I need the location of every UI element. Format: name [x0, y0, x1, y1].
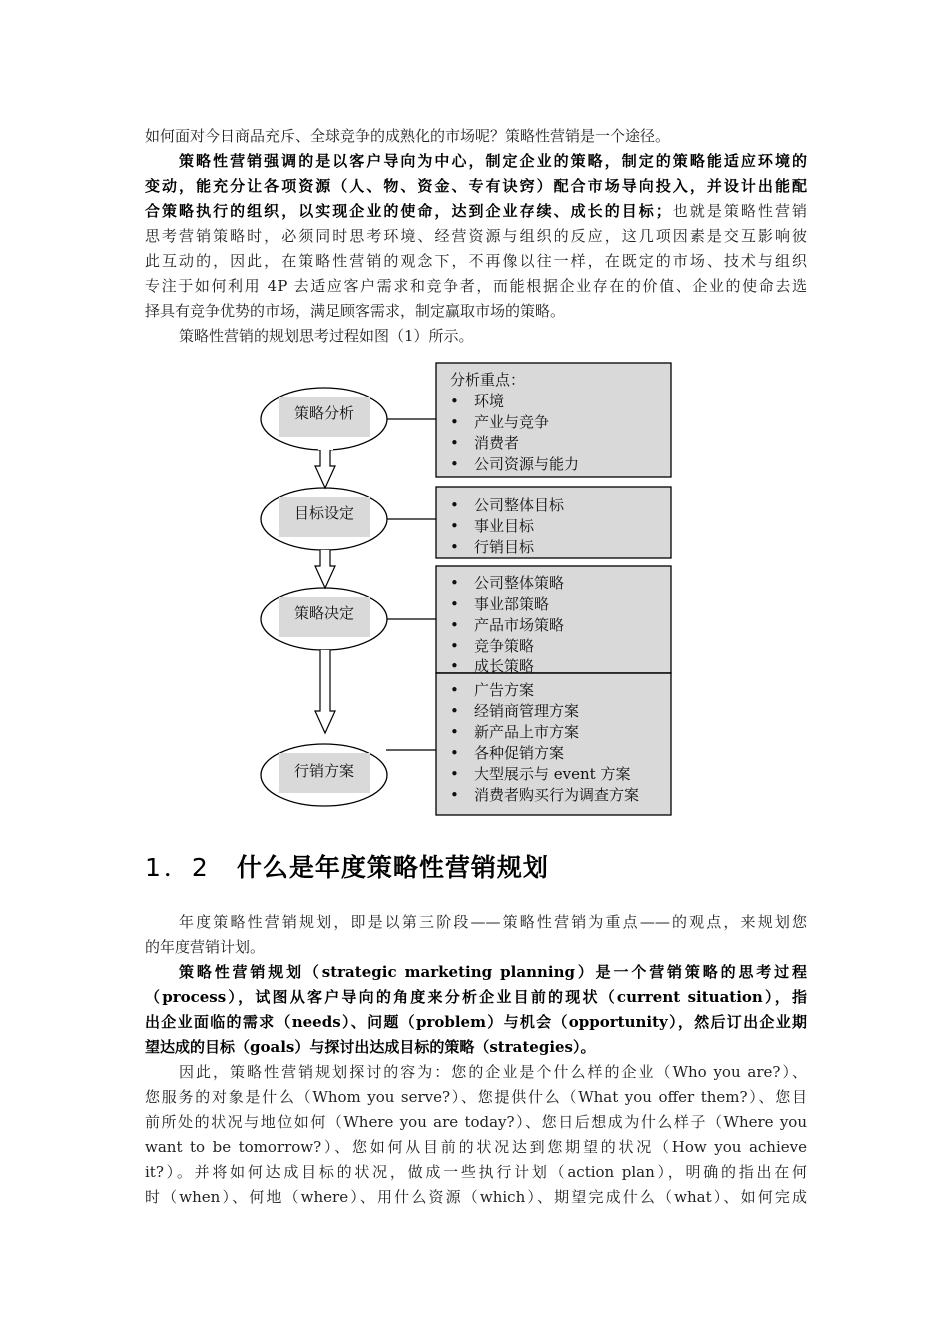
- stage-goals: [261, 488, 387, 550]
- stage-label: 策略决定: [293, 604, 355, 622]
- text-line: 因此，策略性营销规划探讨的容为：您的企业是个什么样的企业（Who you are?）、: [179, 1063, 807, 1081]
- section-number: 1．2: [145, 853, 211, 882]
- box-item: 行销目标: [474, 538, 535, 556]
- box-item: 大型展示与 event 方案: [474, 765, 631, 783]
- bullet: •: [450, 657, 459, 675]
- section-heading: [145, 848, 549, 884]
- box-item: 各种促销方案: [474, 744, 565, 762]
- box-item: 广告方案: [474, 681, 535, 699]
- box-item: 竞争策略: [474, 637, 535, 655]
- bold-segment: 合策略执行的组织，以实现企业的使命，达到企业存续、成长的目标；: [145, 202, 671, 220]
- text-line: 择具有竞争优势的市场，满足顾客需求，制定赢取市场的策略。: [145, 302, 566, 320]
- bullet: •: [450, 392, 459, 410]
- bullet: •: [450, 616, 459, 634]
- text-line-bold: 出企业面临的需求（needs）、问题（problem）与机会（opportunity），然后订出企业期: [145, 1013, 807, 1031]
- box-item: 事业目标: [474, 517, 535, 535]
- box-item: 产品市场策略: [474, 616, 565, 634]
- text-line-bold: 望达成的目标（goals）与探讨出达成目标的策略（strategies）。: [145, 1038, 596, 1056]
- bullet: •: [450, 574, 459, 592]
- text-line: 此互动的，因此，在策略性营销的观念下，不再像以往一样，在既定的市场、技术与组织: [145, 252, 807, 270]
- text-line: 时（when）、何地（where）、用什么资源（which）、期望完成什么（what）、如何完成: [145, 1188, 807, 1206]
- stage-label: 行销方案: [293, 762, 355, 780]
- bullet: •: [450, 538, 459, 556]
- bullet: •: [450, 595, 459, 613]
- box-item: 公司整体策略: [474, 574, 565, 592]
- bullet: •: [450, 723, 459, 741]
- stage-label: 目标设定: [293, 504, 355, 522]
- bullet: •: [450, 434, 459, 452]
- section-title: 什么是年度策略性营销规划: [236, 853, 549, 882]
- stage-strategy: [261, 588, 387, 650]
- box-item: 环境: [474, 392, 505, 410]
- normal-segment: 也就是策略性营销: [670, 202, 807, 220]
- box-item: 事业部策略: [474, 595, 550, 613]
- box-item: 公司资源与能力: [474, 455, 580, 473]
- text-line: want to be tomorrow?）、您如何从目前的状况达到您期望的状况（How you achieve: [145, 1138, 807, 1156]
- bullet: •: [450, 702, 459, 720]
- bullet: •: [450, 681, 459, 699]
- bullet: •: [450, 765, 459, 783]
- bullet: •: [450, 744, 459, 762]
- box-item: 公司整体目标: [474, 496, 565, 514]
- bullet: •: [450, 517, 459, 535]
- down-arrow-icon: [315, 550, 335, 588]
- text-line: 如何面对今日商品充斥、全球竞争的成熟化的市场呢？策略性营销是一个途径。: [145, 127, 671, 145]
- stage-programs: [261, 744, 387, 806]
- text-line-bold: 策略性营销强调的是以客户导向为中心，制定企业的策略，制定的策略能适应环境的: [179, 152, 807, 170]
- text-line: 的年度营销计划。: [145, 938, 266, 956]
- text-line: 思考营销策略时，必须同时思考环境、经营资源与组织的反应，这几项因素是交互影响彼: [145, 227, 807, 245]
- text-line: 策略性营销的规划思考过程如图（1）所示。: [179, 327, 474, 345]
- text-line: 您服务的对象是什么（Whom you serve?）、您提供什么（What you offer them?）、您目: [145, 1088, 807, 1106]
- text-line: 年度策略性营销规划，即是以第三阶段——策略性营销为重点——的观点，来规划您: [179, 913, 807, 931]
- text-line: 前所处的状况与地位如何（Where you are today?）、您日后想成为什么样子（Where you: [145, 1113, 807, 1131]
- box-item: 消费者购买行为调查方案: [474, 786, 640, 804]
- planning-content-paragraph: [145, 1060, 807, 1210]
- text-line: 专注于如何利用 4P 去适应客户需求和竞争者，而能根据企业存在的价值、企业的使命去选: [145, 277, 807, 295]
- text-line-bold: （process），试图从客户导向的角度来分析企业目前的现状（current situation），指: [145, 988, 807, 1006]
- bullet: •: [450, 637, 459, 655]
- box-item: 成长策略: [474, 657, 535, 675]
- bullet: •: [450, 496, 459, 514]
- box-item: 新产品上市方案: [474, 723, 580, 741]
- stage-label: 策略分析: [293, 404, 355, 422]
- box-item: 经销商管理方案: [474, 702, 580, 720]
- box-title: 分析重点：: [450, 371, 526, 389]
- planning-definition-paragraph: [145, 960, 807, 1060]
- bullet: •: [450, 413, 459, 431]
- stage-analysis: [261, 388, 387, 450]
- down-arrow-icon: [315, 450, 335, 488]
- text-line-bold: 策略性营销规划（strategic marketing planning）是一个营销策略的思考过程: [179, 963, 807, 981]
- down-arrow-icon: [315, 650, 335, 733]
- bullet: •: [450, 455, 459, 473]
- text-line-bold: 变动，能充分让各项资源（人、物、资金、专有诀窍）配合市场导向投入，并设计出能配: [145, 177, 807, 195]
- box-item: 产业与竞争: [474, 413, 550, 431]
- annual-planning-paragraph: [145, 910, 807, 960]
- box-item: 消费者: [474, 434, 520, 452]
- text-line: it?）。并将如何达成目标的状况，做成一些执行计划（action plan），明确的指出在何: [145, 1163, 807, 1181]
- bullet: •: [450, 786, 459, 804]
